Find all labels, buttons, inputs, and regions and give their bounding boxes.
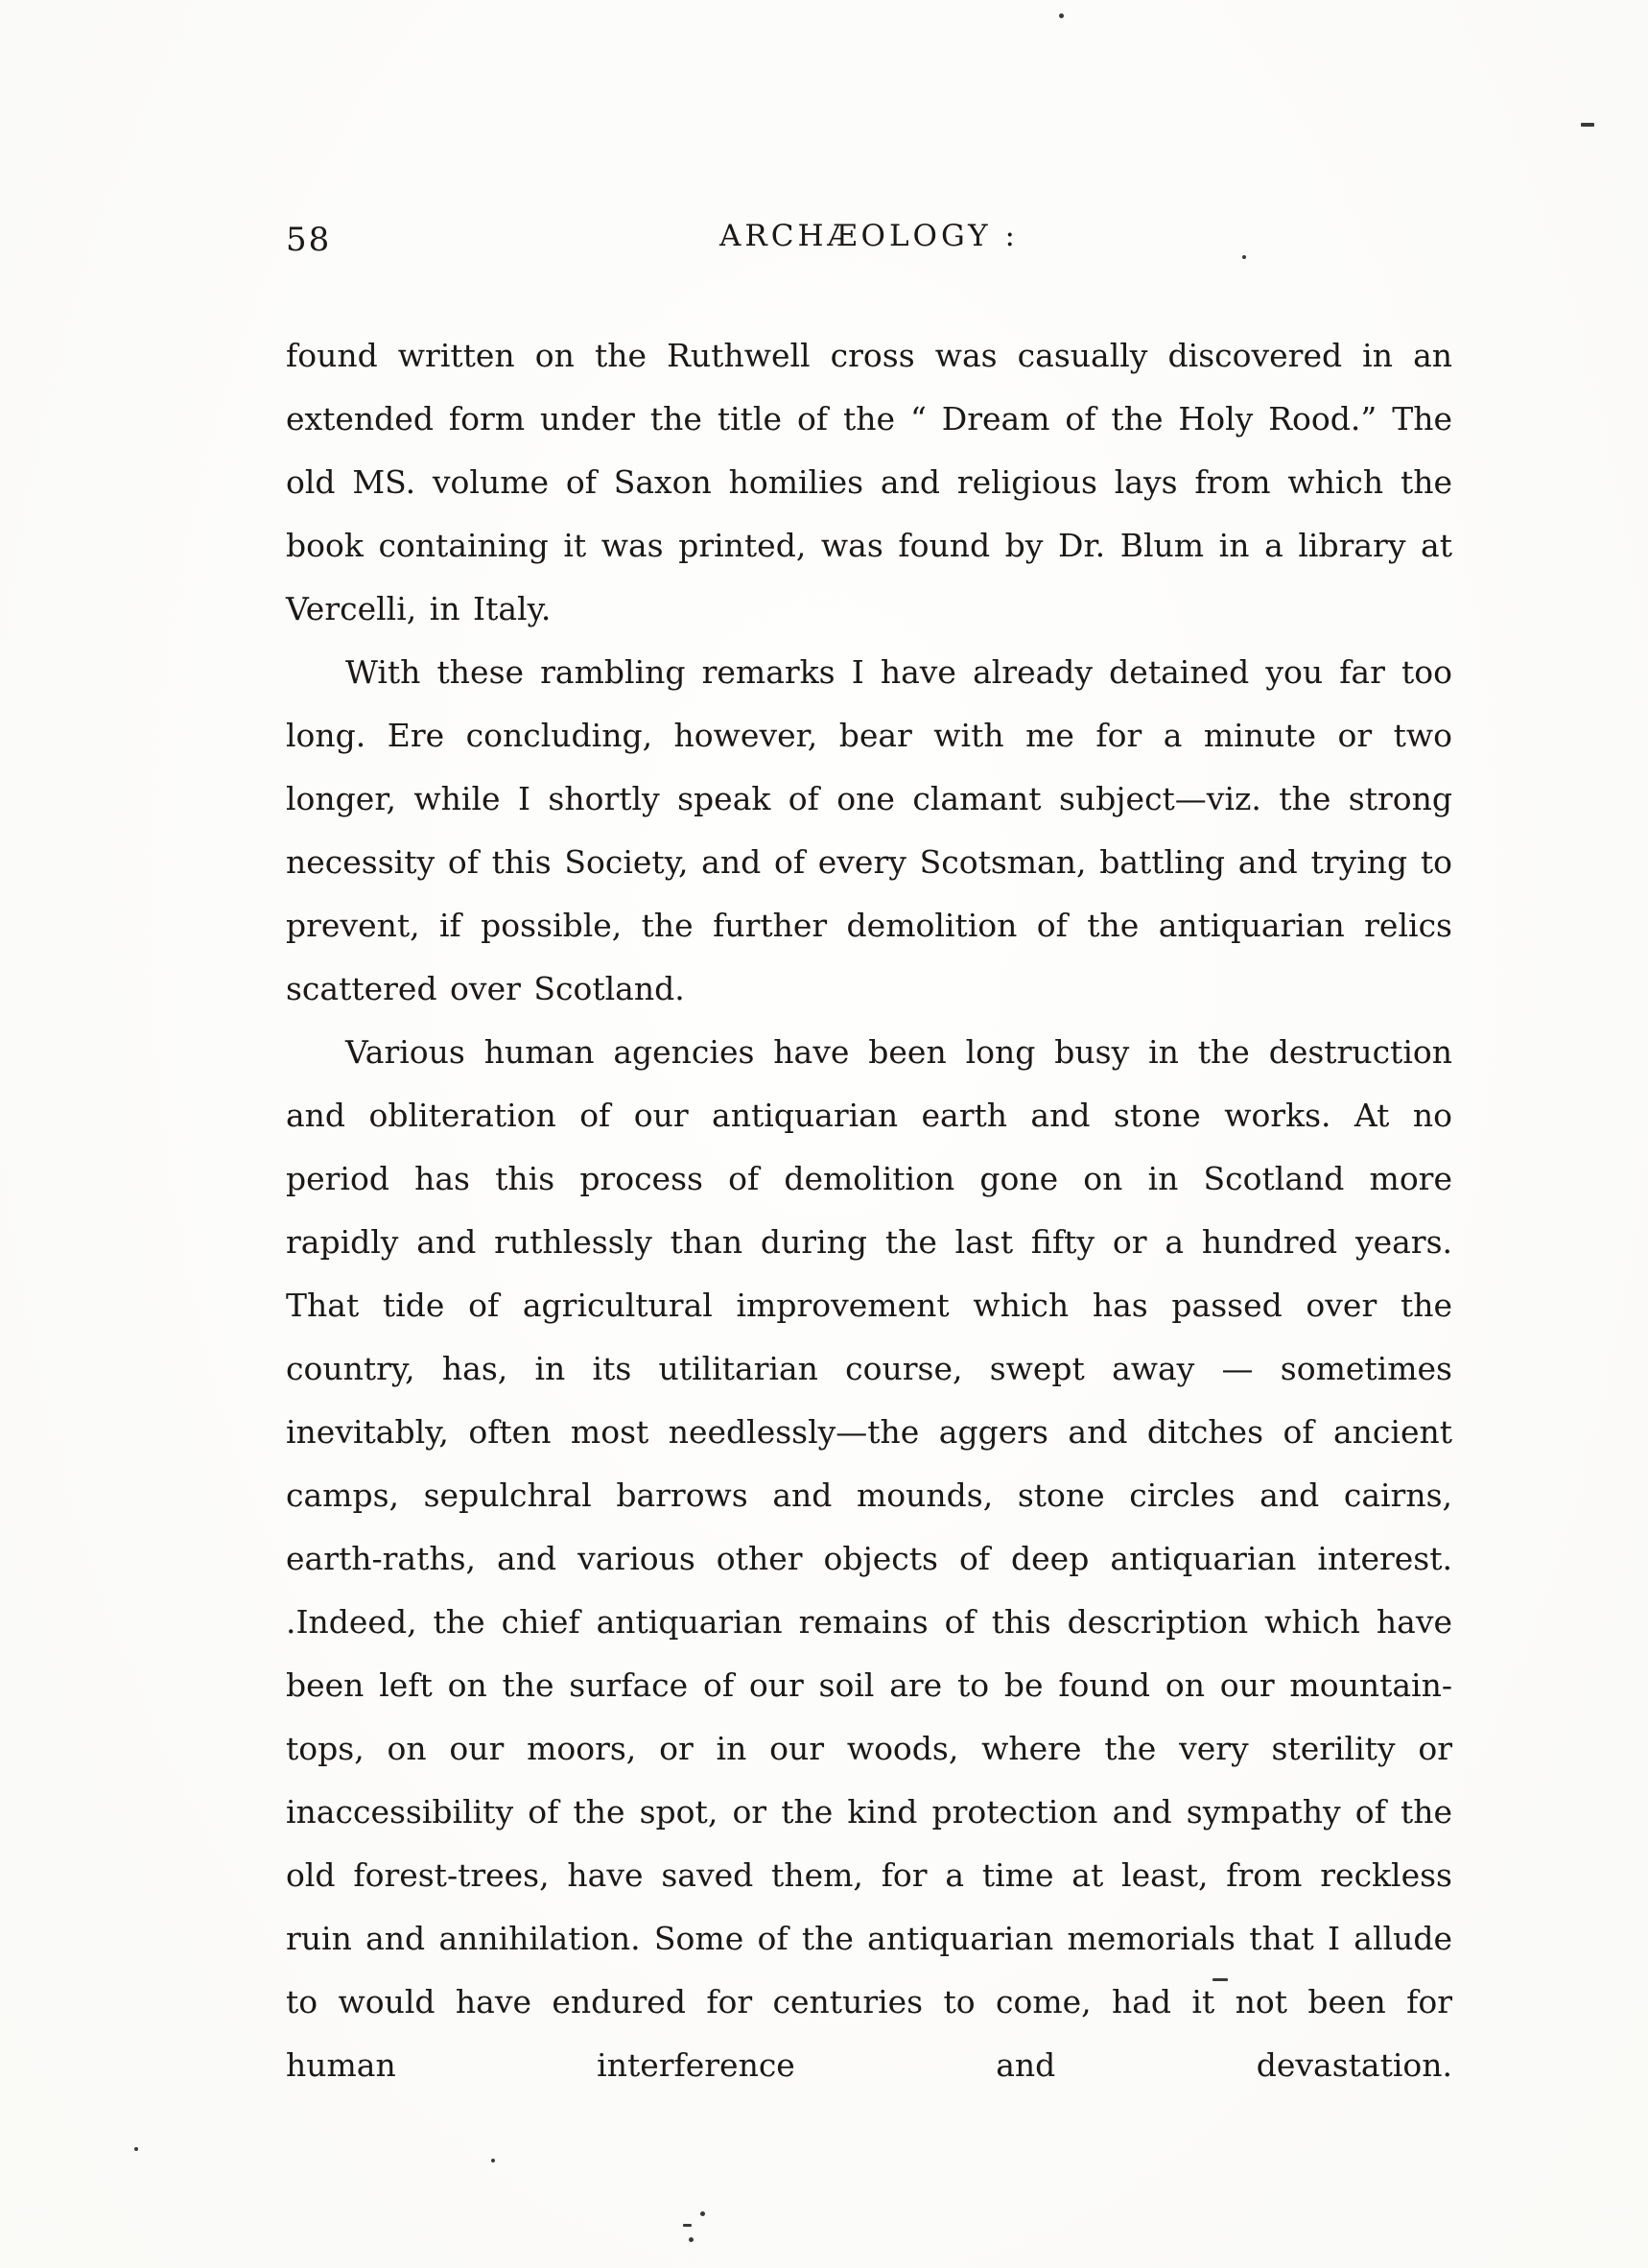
paragraph-3: Various human agencies have been long busy in the destruction and obliteration of our antiquarian earth and stone works. At no period has this process of demolition gone on in Scotland more rapidly and ruthlessly than during the last fifty or a hundred years. That tide of agricultural improvement which has passed over the country, has, in its utilitarian course, swept away — sometimes inevitably, often most needlessly—the aggers and ditches of ancient camps, sepulchral barrows and mounds, stone circles and cairns, earth-raths, and various other objects of deep antiquarian interest. .Indeed, the chief antiquarian remains of this description which have been left on the surface of our soil are to be found on our mountain-tops, on our moors, or in our woods, where the very sterility or inaccessibility of the spot, or the kind protection and sympathy of the old forest-trees, have saved them, for a time at least, from reckless ruin and annihilation. Some of the antiquarian memorials that I allude to would have endured for centuries to come, had it not been for human interference and devastation. (286, 1033, 1452, 2084)
running-head-title: ARCHÆOLOGY : (719, 219, 1019, 253)
page-number: 58 (286, 221, 332, 259)
scan-speck (1212, 1978, 1228, 1981)
text-block (286, 219, 1452, 2097)
scan-speck (1242, 255, 1246, 259)
scan-speck (700, 2211, 705, 2216)
scan-speck (1581, 123, 1594, 127)
scan-speck (683, 2224, 692, 2227)
scan-speck (134, 2147, 138, 2151)
scan-speck (1059, 13, 1064, 18)
body-text (286, 324, 1452, 2097)
scan-speck (491, 2159, 495, 2162)
running-head (286, 219, 1452, 265)
scan-speck (689, 2237, 694, 2242)
paragraph-1: found written on the Ruthwell cross was casually discovered in an extended form under the title of the “ Dream of the Holy Rood.” The old MS. volume of Saxon homilies and religious lays from which the book containing it was printed, was found by Dr. Blum in a library at Vercelli, in Italy. (286, 337, 1452, 627)
paragraph-2: With these rambling remarks I have already detained you far too long. Ere concluding, however, bear with me for a minute or two longer, while I shortly speak of one clamant subject—viz. the strong necessity of this Society, and of every Scotsman, battling and trying to prevent, if possible, the further demolition of the antiquarian relics scattered over Scotland. (286, 653, 1452, 1007)
